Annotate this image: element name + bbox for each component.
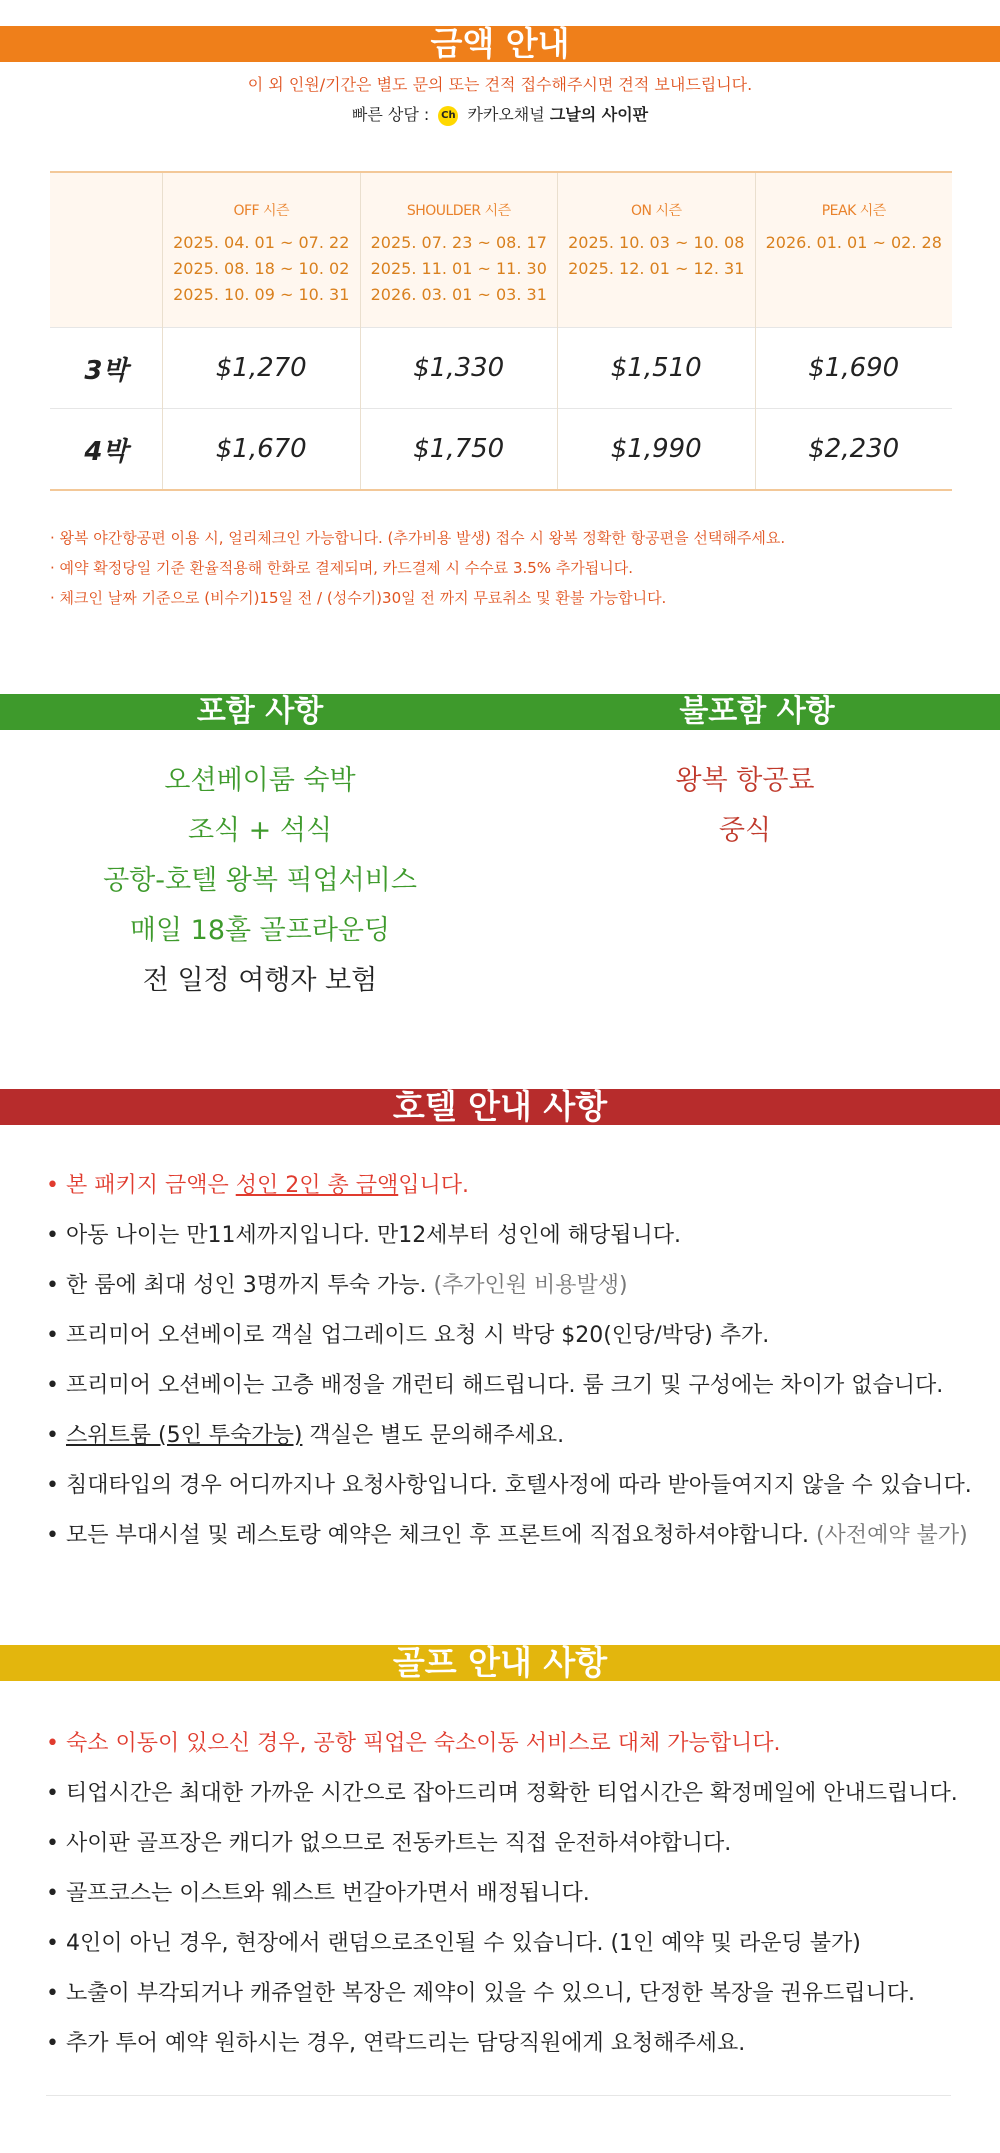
excluded-list bbox=[545, 756, 945, 856]
nights-label: 3박 bbox=[50, 328, 163, 409]
hotel-section-header bbox=[0, 1089, 1000, 1125]
season-dates bbox=[164, 230, 359, 308]
excluded-item: 중식 bbox=[718, 815, 772, 846]
nights-label: 4박 bbox=[50, 409, 163, 491]
golf-section-title: 골프 안내 사항 bbox=[392, 1643, 608, 1682]
golf-notes bbox=[46, 1719, 958, 2069]
channel-prefix: 카카오채널 bbox=[467, 105, 545, 124]
hotel-note-underlined: 성인 2인 총 금액 bbox=[235, 1173, 399, 1198]
excluded-title: 불포함 사항 bbox=[679, 694, 835, 729]
golf-note: • 티업시간은 최대한 가까운 시간으로 잡아드리며 정확한 티업시간은 확정메일에 안내드립니다. bbox=[46, 1781, 958, 1806]
table-row bbox=[50, 328, 952, 409]
season-date-range: 2025. 08. 18 ~ 10. 02 bbox=[173, 259, 350, 278]
price-note: · 체크인 날짜 기준으로 (비수기)15일 전 / (성수기)30일 전 까지 무료취소 및 환불 가능합니다. bbox=[50, 589, 667, 607]
hotel-note-text: • 한 룸에 최대 성인 3명까지 투숙 가능. bbox=[46, 1273, 427, 1298]
golf-note: • 사이판 골프장은 캐디가 없으므로 전동카트는 직접 운전하셔야합니다. bbox=[46, 1831, 732, 1856]
included-item: 매일 18홀 골프라운딩 bbox=[129, 915, 391, 946]
price-note: · 예약 확정당일 기준 환율적용해 한화로 결제되며, 카드결제 시 수수료 3.5% 추가됩니다. bbox=[50, 559, 634, 577]
hotel-note-underlined: 스위트룸 (5인 투숙가능) bbox=[65, 1423, 303, 1448]
season-header-row bbox=[50, 172, 952, 328]
season-date-range: 2025. 11. 01 ~ 11. 30 bbox=[370, 259, 547, 278]
price-table bbox=[50, 171, 952, 491]
hotel-note bbox=[46, 1411, 972, 1461]
excluded-item: 왕복 항공료 bbox=[675, 765, 815, 796]
hotel-note-text: 객실은 별도 문의해주세요. bbox=[302, 1423, 565, 1448]
quick-consult-line bbox=[0, 102, 1000, 126]
season-date-range: 2026. 01. 01 ~ 02. 28 bbox=[765, 233, 942, 252]
included-item: 오션베이룸 숙박 bbox=[164, 765, 356, 796]
season-date-range: 2025. 04. 01 ~ 07. 22 bbox=[173, 233, 350, 252]
season-dates bbox=[757, 230, 952, 256]
golf-section-header bbox=[0, 1645, 1000, 1681]
hotel-note: • 침대타입의 경우 어디까지나 요청사항입니다. 호텔사정에 따라 받아들여지지 않을 수 있습니다. bbox=[46, 1473, 972, 1498]
included-item: 전 일정 여행자 보험 bbox=[142, 965, 378, 996]
golf-note: • 4인이 아닌 경우, 현장에서 랜덤으로조인될 수 있습니다. (1인 예약 및 라운딩 불가) bbox=[46, 1931, 861, 1956]
quick-consult-label: 빠른 상담 : bbox=[351, 105, 430, 124]
channel-name-link[interactable]: 그날의 사이판 bbox=[549, 105, 649, 124]
included-title: 포함 사항 bbox=[196, 694, 324, 729]
price-cell: $1,990 bbox=[558, 409, 756, 491]
golf-note: • 추가 투어 예약 원하시는 경우, 연락드리는 담당직원에게 요청해주세요. bbox=[46, 2031, 746, 2056]
season-date-range: 2025. 10. 09 ~ 10. 31 bbox=[173, 285, 350, 304]
golf-note: • 숙소 이동이 있으신 경우, 공항 픽업은 숙소이동 서비스로 대체 가능합니다. bbox=[46, 1731, 781, 1756]
hotel-note bbox=[46, 1161, 972, 1211]
included-list bbox=[60, 756, 460, 1006]
price-cell: $1,330 bbox=[360, 328, 558, 409]
season-date-range: 2025. 12. 01 ~ 12. 31 bbox=[568, 259, 745, 278]
price-cell: $1,670 bbox=[163, 409, 361, 491]
hotel-note bbox=[46, 1261, 972, 1311]
season-date-range: 2026. 03. 01 ~ 03. 31 bbox=[370, 285, 547, 304]
price-cell: $1,750 bbox=[360, 409, 558, 491]
bottom-divider bbox=[46, 2095, 951, 2096]
hotel-section-title: 호텔 안내 사항 bbox=[392, 1087, 608, 1126]
hotel-note bbox=[46, 1511, 972, 1561]
kakao-channel-icon: Ch bbox=[438, 106, 458, 126]
price-cell: $1,690 bbox=[755, 328, 952, 409]
price-notes bbox=[50, 523, 785, 613]
price-cell: $1,270 bbox=[163, 328, 361, 409]
hotel-note-text: 입니다. bbox=[398, 1173, 469, 1198]
hotel-notes bbox=[46, 1161, 972, 1561]
table-row bbox=[50, 409, 952, 491]
season-col-peak bbox=[755, 172, 952, 328]
inquiry-notice: 이 외 인원/기간은 별도 문의 또는 견적 접수해주시면 견적 보내드립니다. bbox=[247, 75, 753, 94]
price-cell: $1,510 bbox=[558, 328, 756, 409]
price-section-header bbox=[0, 26, 1000, 62]
season-name: ON 시즌 bbox=[631, 203, 682, 219]
included-item: 조식 + 석식 bbox=[187, 815, 333, 846]
hotel-note: • 아동 나이는 만11세까지입니다. 만12세부터 성인에 해당됩니다. bbox=[46, 1223, 681, 1248]
season-name: OFF 시즌 bbox=[233, 203, 290, 219]
season-name: SHOULDER 시즌 bbox=[406, 203, 511, 219]
hotel-note-text: • bbox=[46, 1423, 66, 1448]
season-dates bbox=[362, 230, 557, 308]
season-col-shoulder bbox=[360, 172, 558, 328]
season-col-on bbox=[558, 172, 756, 328]
hotel-note-text: • 본 패키지 금액은 bbox=[46, 1173, 236, 1198]
price-section-title: 금액 안내 bbox=[430, 24, 570, 63]
season-date-range: 2025. 07. 23 ~ 08. 17 bbox=[370, 233, 547, 252]
price-note: · 왕복 야간항공편 이용 시, 얼리체크인 가능합니다. (추가비용 발생) 접수 시 왕복 정확한 항공편을 선택해주세요. bbox=[50, 529, 786, 547]
included-item: 공항-호텔 왕복 픽업서비스 bbox=[103, 865, 417, 896]
season-col-off bbox=[163, 172, 361, 328]
hotel-note-text: • 모든 부대시설 및 레스토랑 예약은 체크인 후 프론트에 직접요청하셔야합니다. bbox=[46, 1523, 809, 1548]
season-name: PEAK 시즌 bbox=[821, 203, 886, 219]
season-dates bbox=[559, 230, 754, 282]
golf-note: • 노출이 부각되거나 캐쥬얼한 복장은 제약이 있을 수 있으니, 단정한 복장을 권유드립니다. bbox=[46, 1981, 915, 2006]
hotel-note-aside: (사전예약 불가) bbox=[808, 1523, 968, 1548]
price-cell: $2,230 bbox=[755, 409, 952, 491]
hotel-note: • 프리미어 오션베이는 고층 배정을 개런티 해드립니다. 룸 크기 및 구성에는 차이가 없습니다. bbox=[46, 1373, 944, 1398]
inclusions-header bbox=[0, 694, 1000, 730]
table-corner-cell bbox=[50, 172, 163, 328]
golf-note: • 골프코스는 이스트와 웨스트 번갈아가면서 배정됩니다. bbox=[46, 1881, 590, 1906]
hotel-note-aside: (추가인원 비용발생) bbox=[426, 1273, 628, 1298]
hotel-note: • 프리미어 오션베이로 객실 업그레이드 요청 시 박당 $20(인당/박당) 추가. bbox=[46, 1323, 770, 1348]
season-date-range: 2025. 10. 03 ~ 10. 08 bbox=[568, 233, 745, 252]
